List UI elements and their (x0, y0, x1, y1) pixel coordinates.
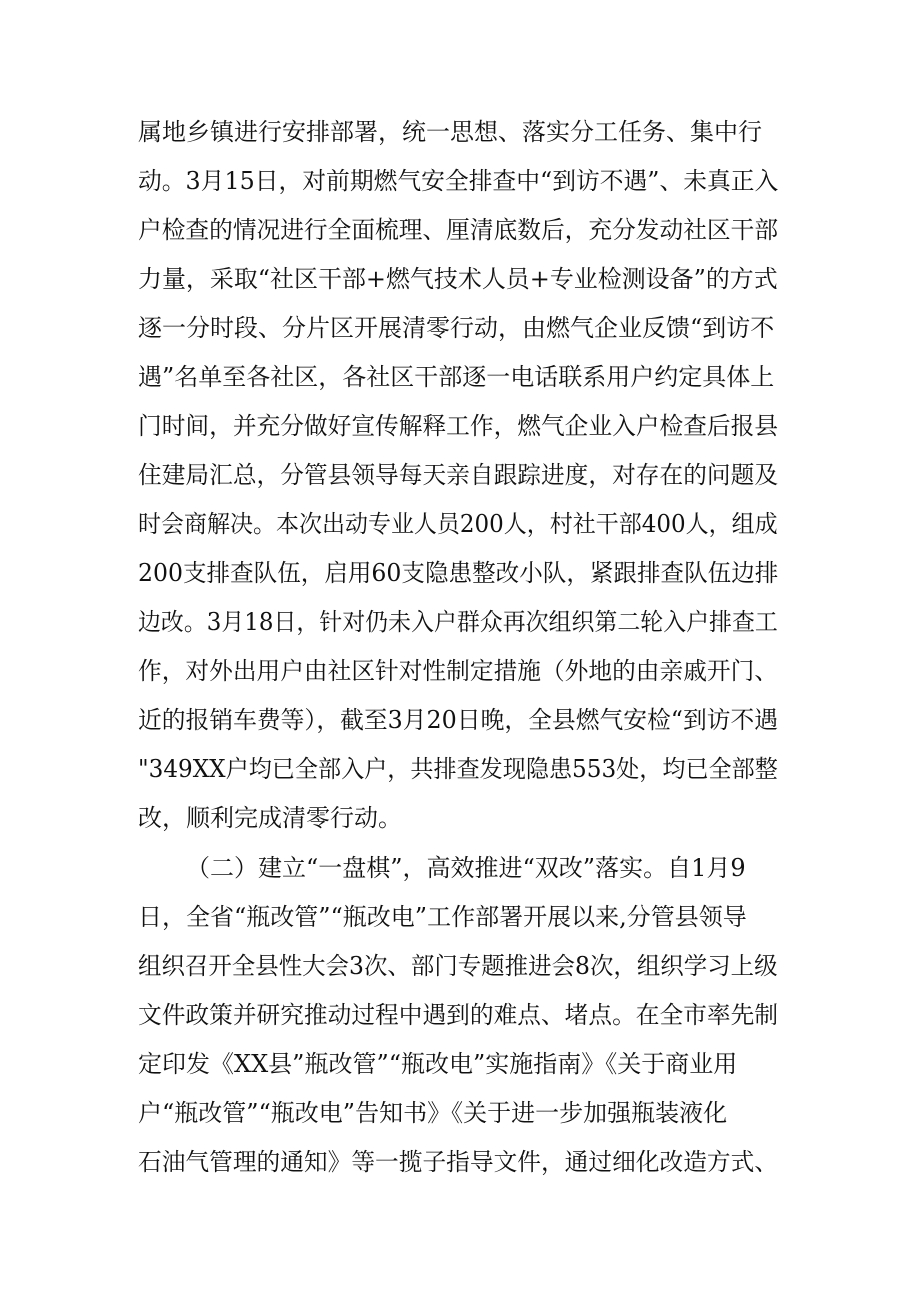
text-line: 定印发《XX县”瓶改管”“瓶改电”实施指南》《关于商业用 (138, 1050, 738, 1078)
text-line: 动。3月15日，对前期燃气安全排查中“到访不遇”、未真正入 (138, 167, 779, 195)
text-line: 200支排查队伍，启用60支隐患整改小队，紧跟排查队伍边排 (138, 559, 779, 587)
text-line: 文件政策并研究推动过程中遇到的难点、堵点。在全市率先制 (138, 1001, 779, 1029)
text-line: 户“瓶改管”“瓶改电”告知书》《关于进一步加强瓶装液化 (138, 1099, 728, 1127)
text-line: 改，顺利完成清零行动。 (138, 804, 402, 832)
text-line: 石油气管理的通知》等一揽子指导文件，通过细化改造方式、 (138, 1148, 779, 1176)
text-line: 日，全省“瓶改管”“瓶改电”工作部署开展以来,分管县领导 (138, 903, 747, 931)
text-line: 属地乡镇进行安排部署，统一思想、落实分工任务、集中行 (138, 118, 762, 146)
text-line: 时会商解决。本次出动专业人员200人，村社干部400人，组成 (138, 510, 778, 538)
text-line: 组织召开全县性大会3次、部门专题推进会8次，组织学习上级 (138, 952, 778, 980)
text-line: 作，对外出用户由社区针对性制定措施（外地的由亲戚开门、 (138, 657, 779, 685)
text-line: 边改。3月18日，针对仍未入户群众再次组织第二轮入户排查工 (138, 608, 778, 636)
text-line: 力量，采取“社区干部+燃气技术人员+专业检测设备”的方式 (138, 265, 778, 293)
text-line: 户检查的情况进行全面梳理、厘清底数后，充分发动社区干部 (138, 216, 779, 244)
text-line: 遇”名单至各社区，各社区干部逐一电话联系用户约定具体上 (138, 363, 775, 391)
text-line: 住建局汇总，分管县领导每天亲自跟踪进度，对存在的问题及 (138, 461, 779, 489)
text-line: 逐一分时段、分片区开展清零行动，由燃气企业反馈“到访不 (138, 314, 775, 342)
text-line: "349XX户均已全部入户，共排查发现隐患553处，均已全部整 (138, 755, 778, 783)
text-line: 近的报销车费等），截至3月20日晚，全县燃气安检“到访不遇 (138, 706, 779, 734)
text-line: 门时间，并充分做好宣传解释工作，燃气企业入户检查后报县 (138, 412, 779, 440)
text-line: （二）建立“一盘棋”，高效推进“双改”落实。自1月9 (186, 854, 746, 882)
